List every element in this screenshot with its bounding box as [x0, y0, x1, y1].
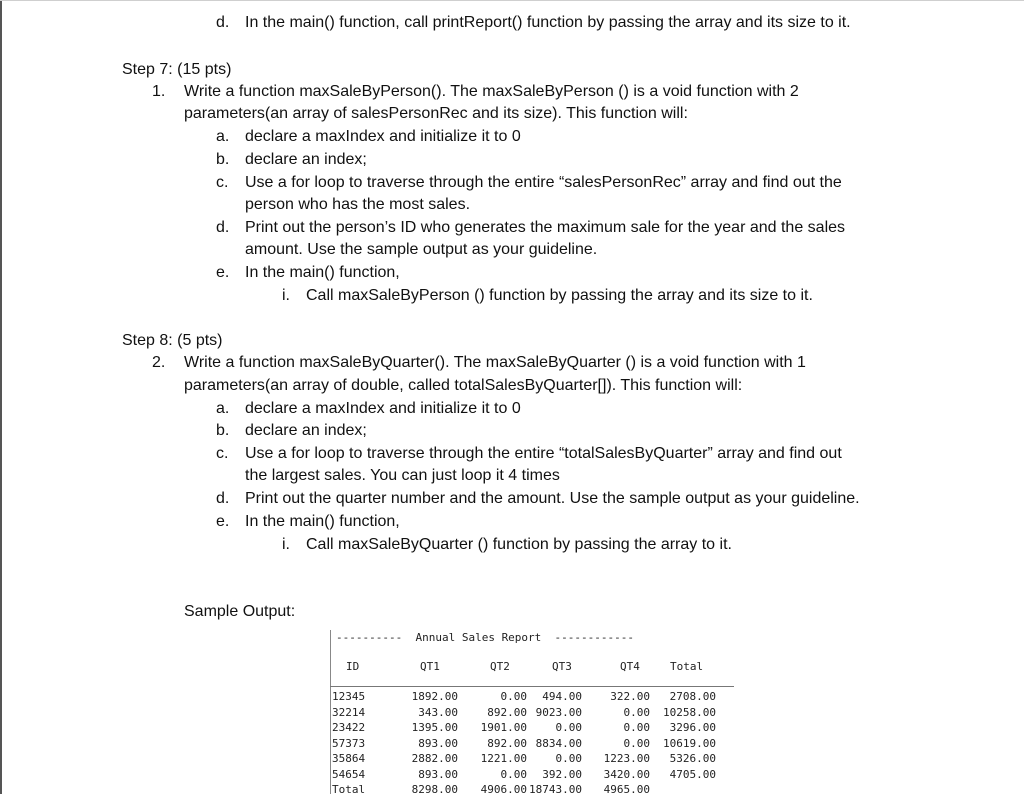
row-value-cell: 322.00: [610, 690, 650, 703]
step8-item-text: declare an index;: [245, 422, 367, 439]
row-value-cell: 3296.00: [669, 721, 716, 734]
step8-text-line2: parameters(an array of double, called totalSalesByQuarter[]). This function will:: [184, 377, 743, 394]
row-value-cell: 2708.00: [669, 690, 716, 703]
step8-text-line1: Write a function maxSaleByQuarter(). The maxSaleByQuarter () is a void function with 1: [184, 354, 806, 371]
row-id-cell: Total: [332, 783, 366, 796]
header-total: Total: [670, 660, 704, 673]
row-value-cell: 893.00: [418, 767, 458, 781]
row-id-cell: 54654: [332, 767, 366, 781]
header-qt4: QT4: [620, 660, 640, 673]
sample-output-label: Sample Output:: [184, 603, 296, 620]
step8-sub-marker: i.: [282, 536, 290, 553]
step7-title: Step 7: (15 pts): [122, 61, 232, 78]
row-value-cell: 1395.00: [411, 721, 458, 734]
step7-item-marker: c.: [216, 174, 229, 191]
step7-text-line1: Write a function maxSaleByPerson(). The maxSaleByPerson () is a void function with 2: [184, 83, 799, 100]
step7-sub-marker: i.: [282, 287, 290, 304]
row-value-cell: 0.00: [623, 736, 650, 750]
step7-item-text: person who has the most sales.: [245, 196, 471, 213]
step8-marker: 2.: [152, 354, 166, 371]
report-title: ---------- Annual Sales Report ------------: [336, 631, 635, 644]
step7-item-marker: d.: [216, 219, 230, 236]
step7-item-text: Print out the person’s ID who generates the maximum sale for the year and the sales: [245, 219, 846, 236]
step7-sub-text: Call maxSaleByPerson () function by passing the array and its size to it.: [306, 287, 813, 304]
step8-item-text: Use a for loop to traverse through the entire “totalSalesByQuarter” array and find out: [245, 445, 842, 462]
row-value-cell: 10258.00: [663, 705, 716, 719]
step7-item-text: amount. Use the sample output as your guideline.: [245, 241, 598, 258]
step8-sub-text: Call maxSaleByQuarter () function by passing the array to it.: [306, 536, 732, 553]
step8-item-marker: d.: [216, 490, 230, 507]
row-value-cell: 9023.00: [535, 705, 582, 719]
row-value-cell: 1892.00: [411, 690, 458, 703]
step7-item-marker: b.: [216, 151, 230, 168]
row-value-cell: 1901.00: [480, 721, 527, 734]
step8-item-text: declare a maxIndex and initialize it to 0: [245, 400, 521, 417]
step7-text-line2: parameters(an array of salesPersonRec and its size). This function will:: [184, 105, 688, 122]
row-value-cell: 0.00: [555, 752, 582, 765]
row-value-cell: 1221.00: [480, 752, 527, 765]
row-value-cell: 0.00: [555, 721, 582, 734]
terminal-left-border: [330, 630, 331, 794]
item-marker: d.: [216, 14, 230, 31]
row-value-cell: 3420.00: [603, 767, 650, 781]
page-left-border: [0, 0, 2, 794]
page-top-border: [0, 0, 1024, 1]
row-id-cell: 57373: [332, 736, 366, 750]
step8-item-marker: c.: [216, 445, 229, 462]
row-value-cell: 10619.00: [663, 736, 716, 750]
row-id-cell: 12345: [332, 690, 366, 703]
step8-item-marker: e.: [216, 513, 230, 530]
row-value-cell: 4705.00: [669, 767, 716, 781]
row-id-cell: 35864: [332, 752, 366, 765]
row-value-cell: 0.00: [623, 705, 650, 719]
step8-item-text: Print out the quarter number and the amount. Use the sample output as your guideline.: [245, 490, 860, 507]
step8-title: Step 8: (5 pts): [122, 332, 223, 349]
row-value-cell: 1223.00: [603, 752, 650, 765]
step8-item-marker: b.: [216, 422, 230, 439]
sample-output-terminal: [330, 622, 740, 794]
step7-item-marker: a.: [216, 128, 230, 145]
step7-item-text: Use a for loop to traverse through the entire “salesPersonRec” array and find out the: [245, 174, 842, 191]
row-value-cell: 343.00: [418, 705, 458, 719]
row-value-cell: 892.00: [487, 705, 527, 719]
row-value-cell: 494.00: [542, 690, 582, 703]
step7-item-text: In the main() function,: [245, 264, 400, 281]
step8-item-marker: a.: [216, 400, 230, 417]
header-id: ID: [346, 660, 360, 673]
header-qt2: QT2: [490, 660, 510, 673]
row-value-cell: 392.00: [542, 767, 582, 781]
row-value-cell: 5326.00: [669, 752, 716, 765]
step7-item-marker: e.: [216, 264, 230, 281]
row-value-cell: 8298.00: [411, 783, 458, 796]
row-value-cell: 0.00: [500, 767, 527, 781]
step8-item-text: the largest sales. You can just loop it 4 times: [245, 467, 560, 484]
item-text: In the main() function, call printReport() function by passing the array and its size to it.: [245, 14, 851, 31]
row-value-cell: 18743.00: [529, 783, 582, 796]
row-id-cell: 23422: [332, 721, 366, 734]
row-value-cell: 0.00: [623, 721, 650, 734]
header-divider: [330, 686, 734, 687]
step7-marker: 1.: [152, 83, 166, 100]
step8-item-text: In the main() function,: [245, 513, 400, 530]
row-value-cell: 2882.00: [411, 752, 458, 765]
step7-item-text: declare an index;: [245, 151, 367, 168]
row-value-cell: 4965.00: [603, 783, 650, 796]
header-qt3: QT3: [552, 660, 572, 673]
step7-item-text: declare a maxIndex and initialize it to 0: [245, 128, 521, 145]
row-value-cell: 8834.00: [535, 736, 582, 750]
row-value-cell: 4906.00: [480, 783, 527, 796]
row-value-cell: 892.00: [487, 736, 527, 750]
row-id-cell: 32214: [332, 705, 366, 719]
header-qt1: QT1: [420, 660, 440, 673]
row-value-cell: 893.00: [418, 736, 458, 750]
row-value-cell: 0.00: [500, 690, 527, 703]
